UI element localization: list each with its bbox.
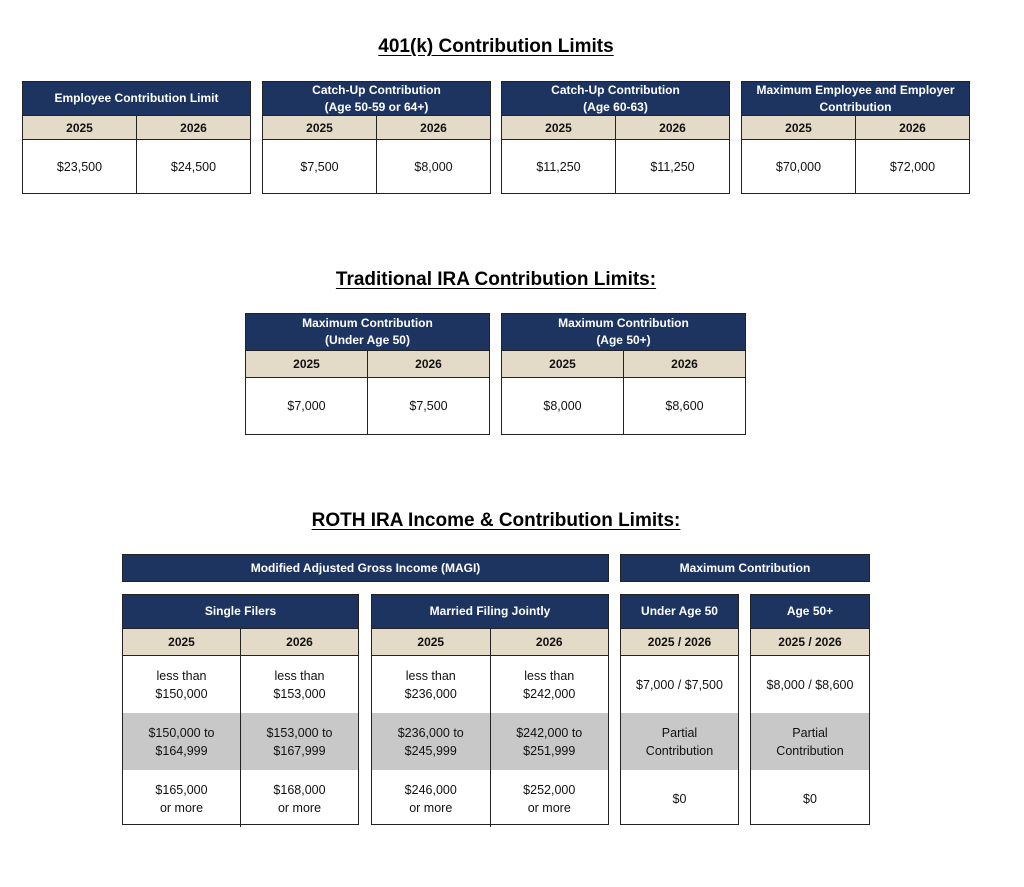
value-row: [246, 378, 489, 434]
year-row: [621, 629, 738, 656]
value-row: [502, 140, 729, 193]
table-row: [123, 713, 358, 770]
table-header: Employee Contribution Limit: [23, 82, 250, 116]
value-row: [23, 140, 250, 193]
value-cell: $242,000 to $251,999: [490, 713, 609, 770]
table-row: [621, 656, 738, 713]
value-cell: $153,000 to $167,999: [240, 713, 358, 770]
k401-max-table: [741, 81, 970, 194]
ira-title: Traditional IRA Contribution Limits:: [335, 269, 657, 290]
table-row: [621, 770, 738, 827]
single-filers-table: [122, 594, 359, 825]
year-cell: 2026: [623, 351, 745, 377]
value-cell: $23,500: [56, 159, 103, 174]
table-header: Maximum Contribution (Under Age 50): [246, 314, 489, 351]
year-row: [23, 116, 250, 140]
table-row: [123, 770, 358, 827]
table-row: [621, 713, 738, 770]
value-cell: less than $153,000: [240, 656, 358, 713]
table-row: [751, 770, 869, 827]
table-header: Maximum Employee and Employer Contribution: [742, 82, 969, 116]
table-row: [751, 713, 869, 770]
year-cell: 2025 / 2026: [647, 635, 712, 649]
year-cell: 2026: [136, 116, 250, 139]
year-cell: 2026: [367, 351, 489, 377]
year-row: [502, 351, 745, 378]
value-cell: $168,000 or more: [240, 770, 358, 827]
year-cell: 2026: [855, 116, 969, 139]
table-row: [372, 656, 608, 713]
year-row: [246, 351, 489, 378]
year-row: [263, 116, 490, 140]
ira-age50-table: [501, 313, 746, 435]
year-row: [502, 116, 729, 140]
value-cell: $252,000 or more: [490, 770, 609, 827]
year-cell: 2026: [490, 629, 609, 655]
value-cell: $0: [672, 791, 687, 806]
value-cell: less than $236,000: [404, 668, 457, 701]
year-cell: 2025: [66, 120, 93, 135]
year-cell: 2026: [240, 629, 358, 655]
year-cell: 2025 / 2026: [778, 635, 842, 649]
value-cell: less than $150,000: [155, 668, 208, 701]
year-cell: 2025: [417, 635, 445, 649]
value-rows: [751, 656, 869, 827]
value-cell: $70,000: [775, 159, 822, 174]
roth-title: ROTH IRA Income & Contribution Limits:: [311, 510, 681, 531]
table-row: [372, 713, 608, 770]
table-header: Age 50+: [751, 595, 869, 629]
value-cell: Partial Contribution: [645, 725, 714, 758]
value-cell: $8,000: [376, 140, 490, 193]
year-cell: 2025: [785, 120, 812, 135]
year-cell: 2025: [306, 120, 333, 135]
value-cell: Partial Contribution: [776, 725, 844, 758]
table-row: [372, 770, 608, 827]
ira-under50-table: [245, 313, 490, 435]
value-cell: $8,000: [543, 399, 582, 413]
value-cell: $72,000: [855, 140, 969, 193]
year-row: [123, 629, 358, 656]
value-cell: $7,000: [287, 399, 326, 413]
value-rows: [372, 656, 608, 827]
table-row: [123, 656, 358, 713]
age-50-plus-table: [750, 594, 870, 825]
value-cell: $8,600: [623, 378, 745, 434]
value-cell: $11,250: [536, 159, 581, 174]
table-header: Catch-Up Contribution (Age 50-59 or 64+): [263, 82, 490, 116]
value-cell: $11,250: [615, 140, 729, 193]
k401-catchup-50-table: [262, 81, 491, 194]
year-cell: 2025: [549, 357, 576, 371]
value-cell: $150,000 to $164,999: [148, 725, 215, 758]
value-rows: [621, 656, 738, 827]
value-row: [263, 140, 490, 193]
value-cell: $24,500: [136, 140, 250, 193]
value-cell: less than $242,000: [490, 656, 609, 713]
year-cell: 2025: [545, 120, 572, 135]
magi-header: Modified Adjusted Gross Income (MAGI): [122, 554, 609, 582]
table-header: Married Filing Jointly: [372, 595, 608, 629]
value-row: [742, 140, 969, 193]
value-cell: $8,000 / $8,600: [766, 677, 854, 692]
table-row: [751, 656, 869, 713]
max-contribution-header: Maximum Contribution: [620, 554, 870, 582]
value-cell: $0: [803, 791, 817, 806]
year-cell: 2025: [168, 635, 195, 649]
value-cell: $165,000 or more: [155, 782, 208, 815]
year-cell: 2026: [615, 116, 729, 139]
value-rows: [123, 656, 358, 827]
value-cell: $7,500: [300, 159, 339, 174]
table-header: Under Age 50: [621, 595, 738, 629]
table-header: Catch-Up Contribution (Age 60-63): [502, 82, 729, 116]
year-row: [751, 629, 869, 656]
value-cell: $7,500: [367, 378, 489, 434]
k401-employee-table: [22, 81, 251, 194]
table-header: Maximum Contribution (Age 50+): [502, 314, 745, 351]
value-cell: $7,000 / $7,500: [636, 677, 723, 692]
year-cell: 2026: [376, 116, 490, 139]
value-cell: $246,000 or more: [404, 782, 457, 815]
year-row: [742, 116, 969, 140]
year-row: [372, 629, 608, 656]
k401-title: 401(k) Contribution Limits: [378, 36, 614, 57]
under-age-50-table: [620, 594, 739, 825]
table-header: Single Filers: [123, 595, 358, 629]
value-row: [502, 378, 745, 434]
married-filing-table: [371, 594, 609, 825]
k401-catchup-60-table: [501, 81, 730, 194]
year-cell: 2025: [293, 357, 320, 371]
value-cell: $236,000 to $245,999: [397, 725, 464, 758]
